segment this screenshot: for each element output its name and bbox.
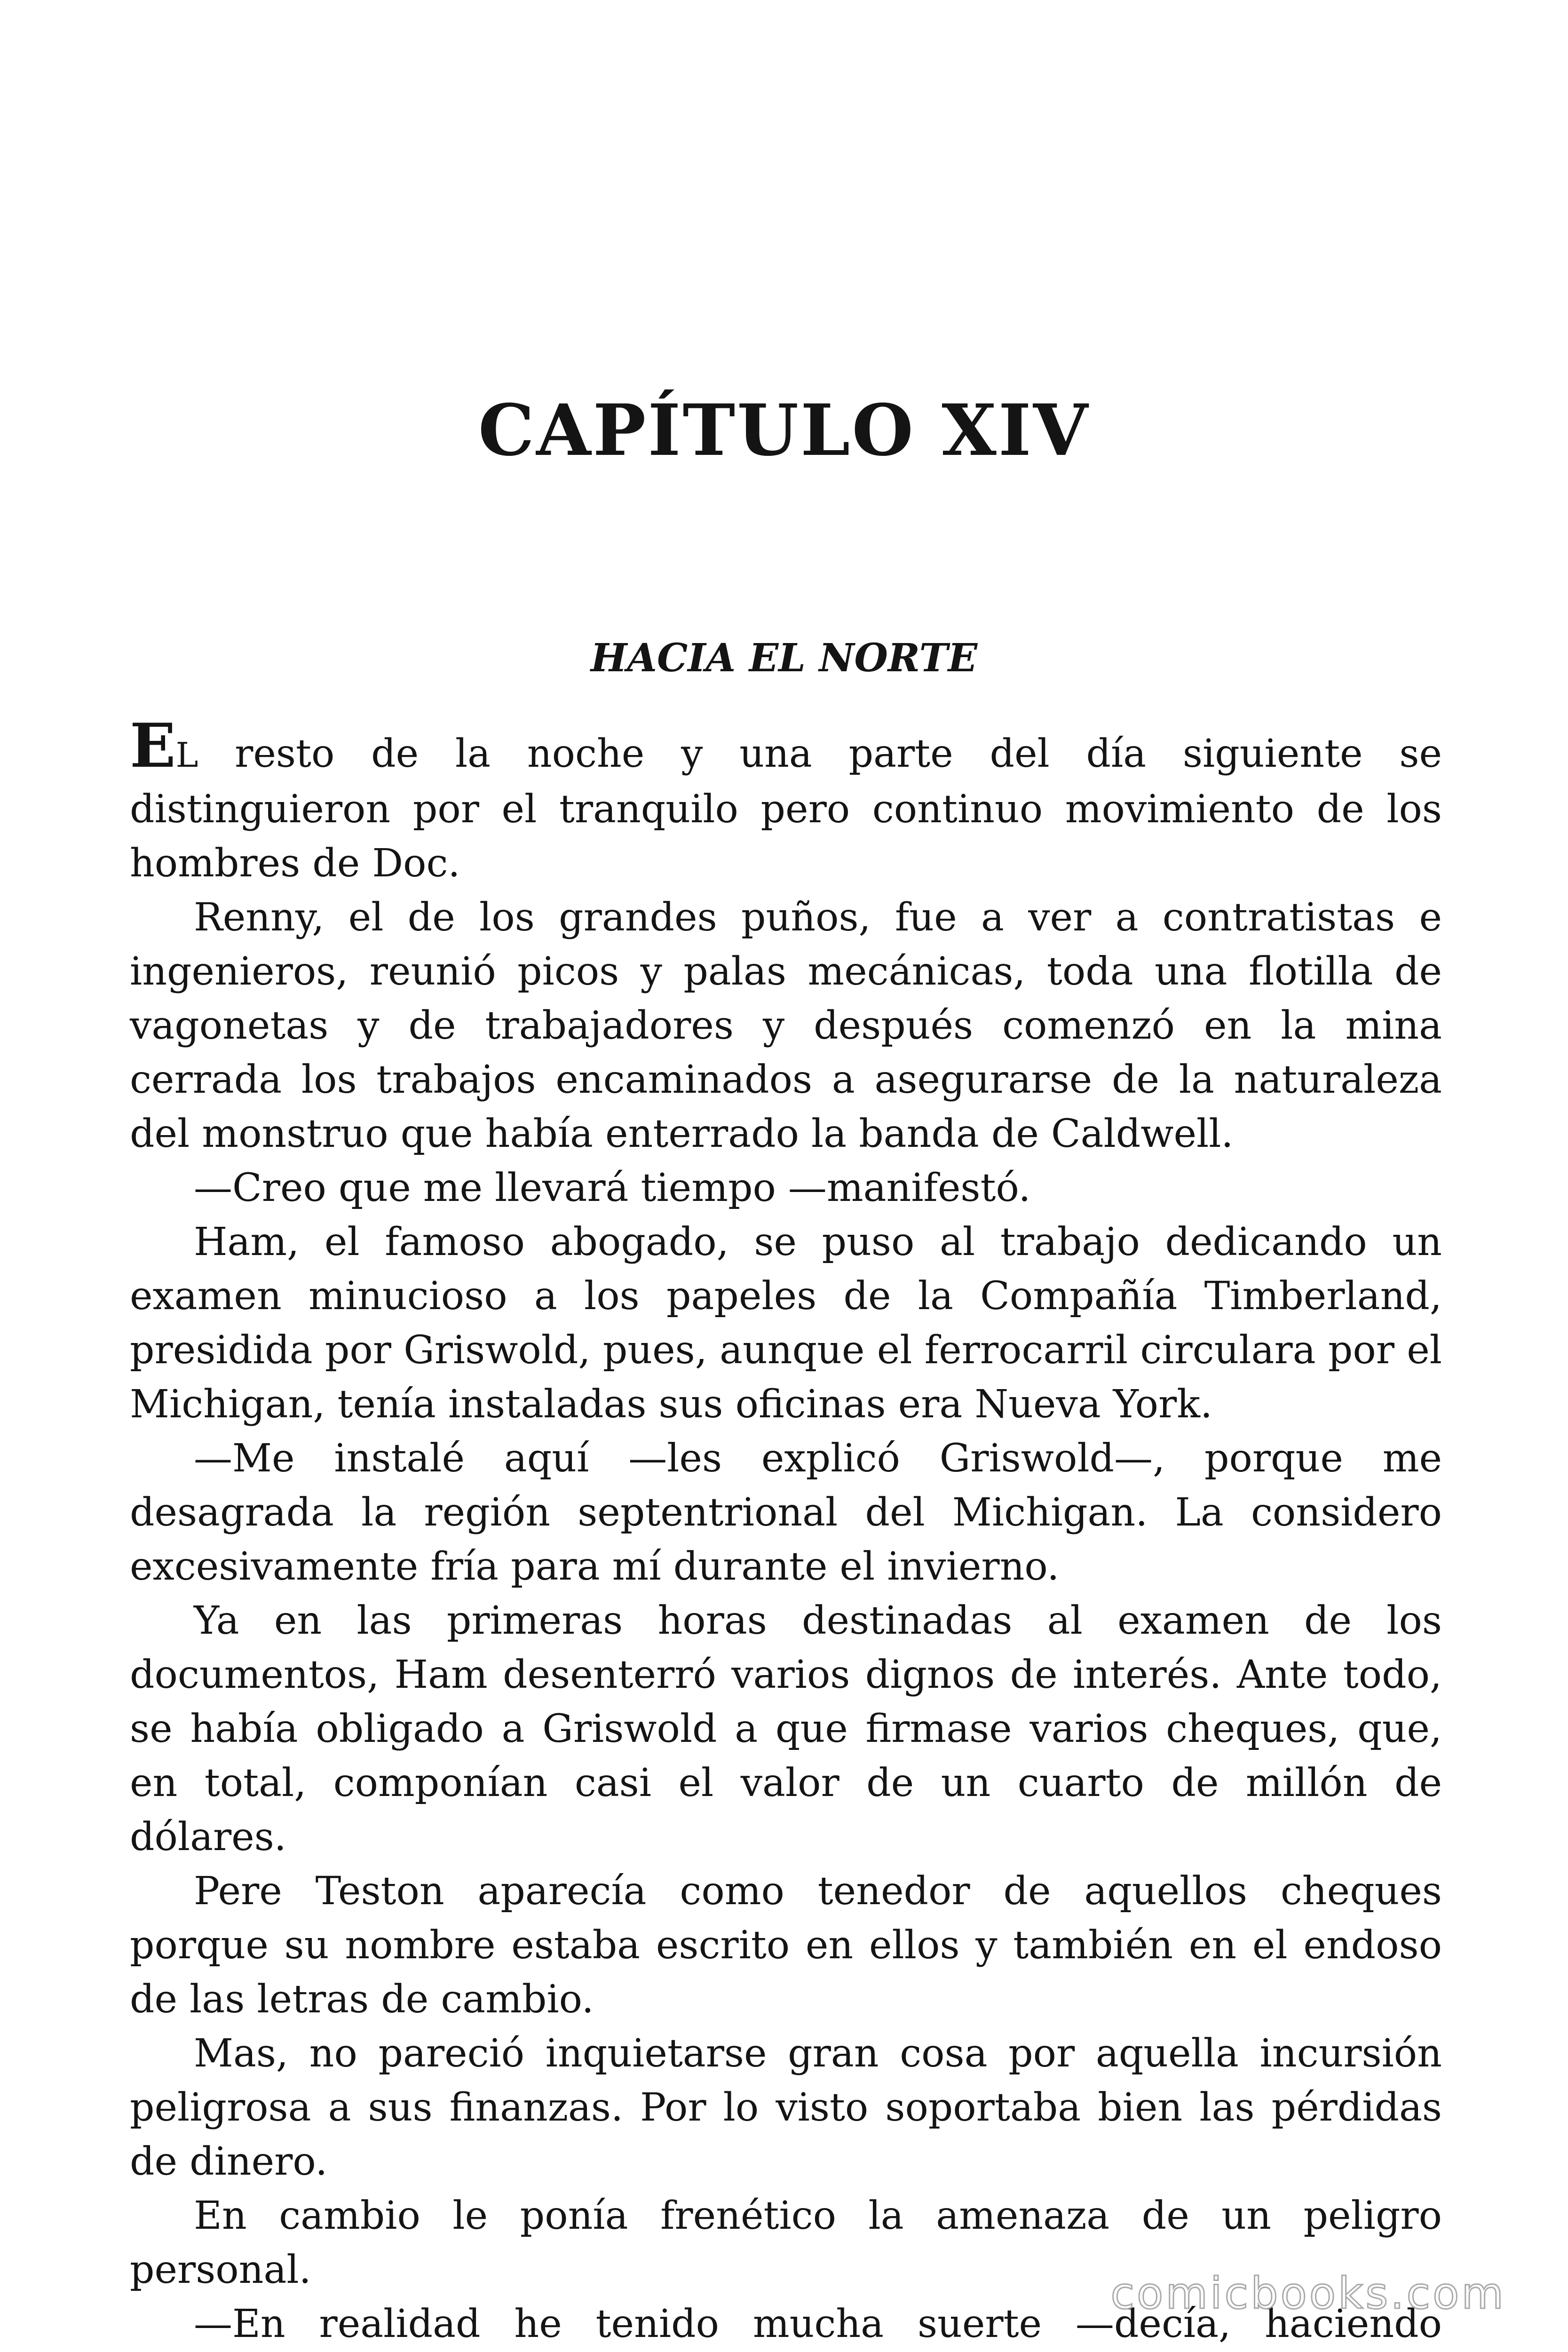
paragraph: Mas, no pareció inquietarse gran cosa por aquella incursión peligrosa a sus finanzas. Por lo visto soportaba bien las pérdidas de dinero. bbox=[130, 2031, 1442, 2184]
paragraph: —Creo que me llevará tiempo —manifestó. bbox=[194, 1166, 1031, 1210]
watermark-logo: comicbooks.com bbox=[1110, 2268, 1506, 2319]
opening-paragraph bbox=[130, 711, 1442, 890]
body-text bbox=[130, 711, 1442, 2352]
chapter-title: CAPÍTULO XIV bbox=[478, 389, 1090, 472]
paragraph: Ya en las primeras horas destinadas al examen de los documentos, Ham desenterró varios dignos de interés. Ante todo, se había obligado a Griswold a que firmase varios cheques, que, en total, componían casi el valor de un cuarto de millón de dólares. bbox=[130, 1598, 1442, 1859]
small-cap: L bbox=[175, 735, 198, 775]
opening-text: resto de la noche y una parte del día siguiente se distinguieron por el tranquilo pero continuo movimiento de los hombres de Doc. bbox=[130, 731, 1442, 886]
chapter-subtitle: HACIA EL NORTE bbox=[590, 636, 978, 681]
paragraph: Renny, el de los grandes puños, fue a ver a contratistas e ingenieros, reunió picos y palas mecánicas, toda una flotilla de vagonetas y de trabajadores y después comenzó en la mina cerrada los trabajos encaminados a asegurarse de la naturaleza del monstruo que había enterrado la banda de Caldwell. bbox=[130, 895, 1442, 1156]
paragraph: —Me instalé aquí —les explicó Griswold—, porque me desagrada la región septentrional del Michigan. La considero excesivamente fría para mí durante el invierno. bbox=[130, 1436, 1442, 1589]
paragraph: Ham, el famoso abogado, se puso al trabajo dedicando un examen minucioso a los papeles de la Compañía Timberland, presidida por Griswold, pues, aunque el ferrocarril circulara por el Michigan, tenía instaladas sus oficinas era Nueva York. bbox=[130, 1220, 1442, 1427]
paragraph: Pere Teston aparecía como tenedor de aquellos cheques porque su nombre estaba escrito en ellos y también en el endoso de las letras de cambio. bbox=[130, 1869, 1442, 2022]
paragraph: En cambio le ponía frenético la amenaza de un peligro personal. bbox=[130, 2193, 1442, 2292]
drop-cap: E bbox=[130, 711, 176, 781]
paragraph: —En realidad he tenido mucha suerte —decía, haciendo bbox=[194, 2302, 1442, 2346]
